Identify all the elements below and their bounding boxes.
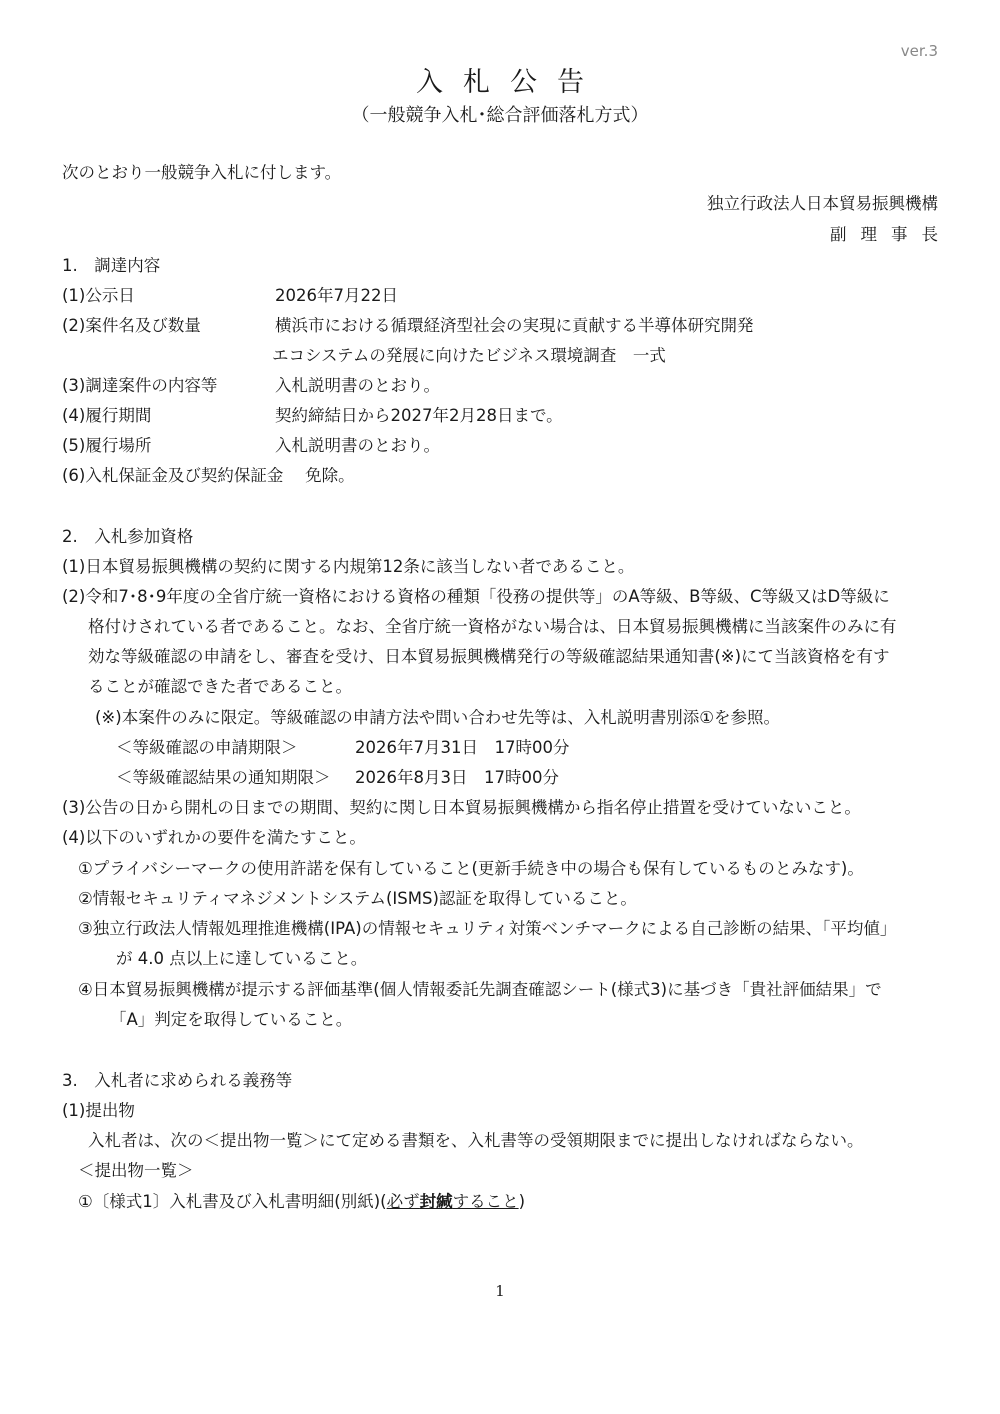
- requirement-3: ③独立行政法人情報処理推進機構(IPA)の情報セキュリティ対策ベンチマークによる自己診断の結果、「平均値」: [78, 919, 897, 938]
- page-subtitle: （一般競争入札･総合評価落札方式）: [351, 105, 649, 126]
- requirement-4: ④日本貿易振興機構が提示する評価基準(個人情報委託先調査確認シート(様式3)に基づき「貴社評価結果」で: [78, 980, 882, 999]
- requirement-1: ①プライバシーマークの使用許諾を保有していること(更新手続き中の場合も保有しているものとみなす)。: [78, 859, 864, 878]
- submission-item-1: [78, 1191, 525, 1213]
- sec1-item1-value: 2026年7月22日: [275, 286, 398, 305]
- page-title: 入札公告: [416, 67, 604, 98]
- sec2-item2-line1: (2)令和7･8･9年度の全省庁統一資格における資格の種類「役務の提供等」のA等級、B等級、C等級又はD等級に: [62, 587, 890, 606]
- requirement-2: ②情報セキュリティマネジメントシステム(ISMS)認証を取得していること。: [78, 889, 637, 908]
- page-number: 1: [495, 1282, 505, 1300]
- sec1-item5-label: (5)履行場所: [62, 436, 152, 455]
- sec1-item6: (6)入札保証金及び契約保証金 免除。: [62, 466, 355, 485]
- version-label: ver.3: [900, 42, 938, 60]
- deadline2-label: ＜等級確認結果の通知期限＞: [116, 768, 331, 787]
- deadline1-value: 2026年7月31日 17時00分: [355, 738, 570, 757]
- sec1-item2-label: (2)案件名及び数量: [62, 316, 201, 335]
- submission-list-title: ＜提出物一覧＞: [78, 1161, 194, 1180]
- sec1-item5-value: 入札説明書のとおり。: [275, 436, 440, 455]
- requirement-3-cont: が 4.0 点以上に達していること。: [116, 949, 368, 968]
- deadline1-label: ＜等級確認の申請期限＞: [116, 738, 298, 757]
- section1-heading: 1. 調達内容: [62, 256, 161, 275]
- must-text: 必ず: [386, 1192, 420, 1211]
- sec3-sub1: (1)提出物: [62, 1101, 135, 1120]
- requirement-4-cont: 「A」判定を取得していること。: [110, 1010, 353, 1029]
- sec1-item2-value: 横浜市における循環経済型社会の実現に貢献する半導体研究開発: [275, 316, 754, 335]
- intro-text: 次のとおり一般競争入札に付します。: [62, 163, 342, 182]
- must-do-text: すること: [452, 1192, 519, 1211]
- sec3-text: 入札者は、次の＜提出物一覧＞にて定める書類を、入札書等の受領期限までに提出しなければならない。: [88, 1131, 864, 1150]
- submission-item-1-text: ①〔様式1〕入札書及び入札書明細(別紙)(: [78, 1192, 387, 1211]
- sec2-item4: (4)以下のいずれかの要件を満たすこと。: [62, 828, 366, 847]
- sec1-item4-value: 契約締結日から2027年2月28日まで。: [275, 406, 563, 425]
- sec2-item2-line2: 格付けされている者であること。なお、全省庁統一資格がない場合は、日本貿易振興機構に当該案件のみに有: [88, 617, 897, 636]
- sec2-item3: (3)公告の日から開札の日までの期間、契約に関し日本貿易振興機構から指名停止措置を受けていないこと。: [62, 798, 861, 817]
- sec2-item2-line4: ることが確認できた者であること。: [88, 677, 352, 696]
- sec1-item1-label: (1)公示日: [62, 286, 135, 305]
- section3-heading: 3. 入札者に求められる義務等: [62, 1071, 293, 1090]
- submission-item-1-close: ): [518, 1192, 526, 1211]
- seal-text: 封緘: [419, 1192, 453, 1211]
- sec1-item4-label: (4)履行期間: [62, 406, 152, 425]
- section2-heading: 2. 入札参加資格: [62, 527, 194, 546]
- issuer-org: 独立行政法人日本貿易振興機構: [707, 194, 938, 213]
- sec1-item2-value-cont: エコシステムの発展に向けたビジネス環境調査 一式: [272, 346, 666, 365]
- sec1-item3-value: 入札説明書のとおり。: [275, 376, 440, 395]
- sec2-item1: (1)日本貿易振興機構の契約に関する内規第12条に該当しない者であること。: [62, 557, 635, 576]
- sec2-item2-line3: 効な等級確認の申請をし、審査を受け、日本貿易振興機構発行の等級確認結果通知書(※)にて当該資格を有す: [88, 647, 890, 666]
- sec2-note: (※)本案件のみに限定。等級確認の申請方法や問い合わせ先等は、入札説明書別添①を参照。: [95, 708, 780, 727]
- deadline2-value: 2026年8月3日 17時00分: [355, 768, 559, 787]
- sec1-item3-label: (3)調達案件の内容等: [62, 376, 218, 395]
- issuer-role: 副理事長: [830, 225, 952, 244]
